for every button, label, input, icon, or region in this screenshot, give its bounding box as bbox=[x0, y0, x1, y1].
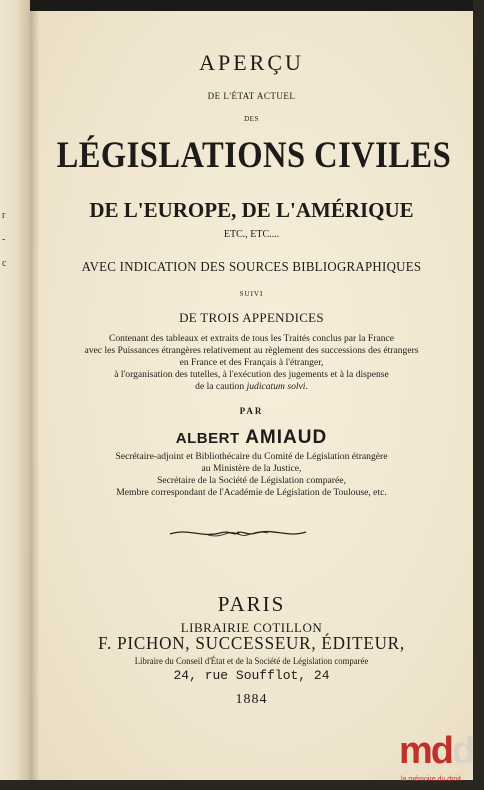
publisher-affiliation: Libraire du Conseil d'État et de la Société de Législation comparée bbox=[134, 657, 369, 667]
description-last-prefix: de la caution bbox=[195, 381, 247, 392]
author-last-name: AMIAUD bbox=[245, 427, 328, 448]
publication-year: 1884 bbox=[235, 692, 268, 707]
edge-marks bbox=[2, 210, 12, 282]
author-title-line: Secrétaire de la Société de Législation comparée, bbox=[157, 475, 346, 486]
title-des: DES bbox=[244, 115, 259, 123]
logo-letter-m: m bbox=[399, 730, 431, 772]
publisher-librairie: LIBRAIRIE COTILLON bbox=[180, 620, 323, 635]
logo-letter-d: d bbox=[430, 730, 453, 772]
publisher-name: F. PICHON, SUCCESSEUR, ÉDITEUR, bbox=[98, 633, 405, 653]
description-line: Contenant des tableaux et extraits de tous les Traités conclus par la France bbox=[108, 333, 395, 344]
logo-letters bbox=[399, 732, 473, 770]
description-line: avec les Puissances étrangères relativement au règlement des successions des étrangers bbox=[84, 345, 419, 356]
edge-mark: - bbox=[2, 234, 6, 245]
title-etc: ETC., ETC.... bbox=[223, 229, 280, 240]
main-title: LÉGISLATIONS CIVILES bbox=[56, 135, 452, 176]
judicatum-solvi: judicatum solvi bbox=[246, 381, 306, 392]
author-title-line: Membre correspondant de l'Académie de Législation de Toulouse, etc. bbox=[116, 487, 387, 498]
subtitle: DE L'EUROPE, DE L'AMÉRIQUE bbox=[89, 198, 414, 222]
author-title-line: au Ministère de la Justice, bbox=[201, 463, 302, 474]
book-left-edge bbox=[0, 0, 30, 790]
sources-line: AVEC INDICATION DES SOURCES BIBLIOGRAPHIQUES bbox=[81, 260, 422, 275]
gutter-shadow bbox=[30, 11, 40, 780]
author-title-line: Secrétaire-adjoint et Bibliothécaire du Comité de Législation étrangère bbox=[115, 451, 388, 462]
decorative-rule-icon bbox=[168, 524, 308, 542]
par-label: PAR bbox=[239, 406, 264, 416]
description-line-last bbox=[30, 381, 473, 393]
title-apercu: APERÇU bbox=[199, 50, 304, 75]
scan-border-right bbox=[473, 0, 484, 790]
title-de-l-etat: DE L'ÉTAT ACTUEL bbox=[207, 91, 296, 101]
description-line: en France et des Français à l'étranger, bbox=[179, 357, 324, 368]
edge-mark: c bbox=[2, 258, 7, 269]
author-first-name: ALBERT bbox=[175, 430, 240, 447]
appendices-heading: DE TROIS APPENDICES bbox=[179, 310, 324, 325]
description-last-suffix: . bbox=[305, 381, 308, 392]
logo-letter-d: d bbox=[452, 730, 474, 772]
logo-tagline: la mémoire du droit bbox=[401, 776, 461, 783]
mdd-watermark-logo bbox=[399, 732, 481, 790]
author-name bbox=[30, 427, 473, 449]
publisher-address: 24, rue Soufflot, 24 bbox=[173, 668, 330, 683]
edge-mark: r bbox=[2, 210, 6, 221]
imprint-place: PARIS bbox=[217, 592, 286, 616]
description-line: à l'organisation des tutelles, à l'exécution des jugements et à la dispense bbox=[114, 369, 389, 380]
suivi-label: SUIVI bbox=[239, 290, 264, 298]
